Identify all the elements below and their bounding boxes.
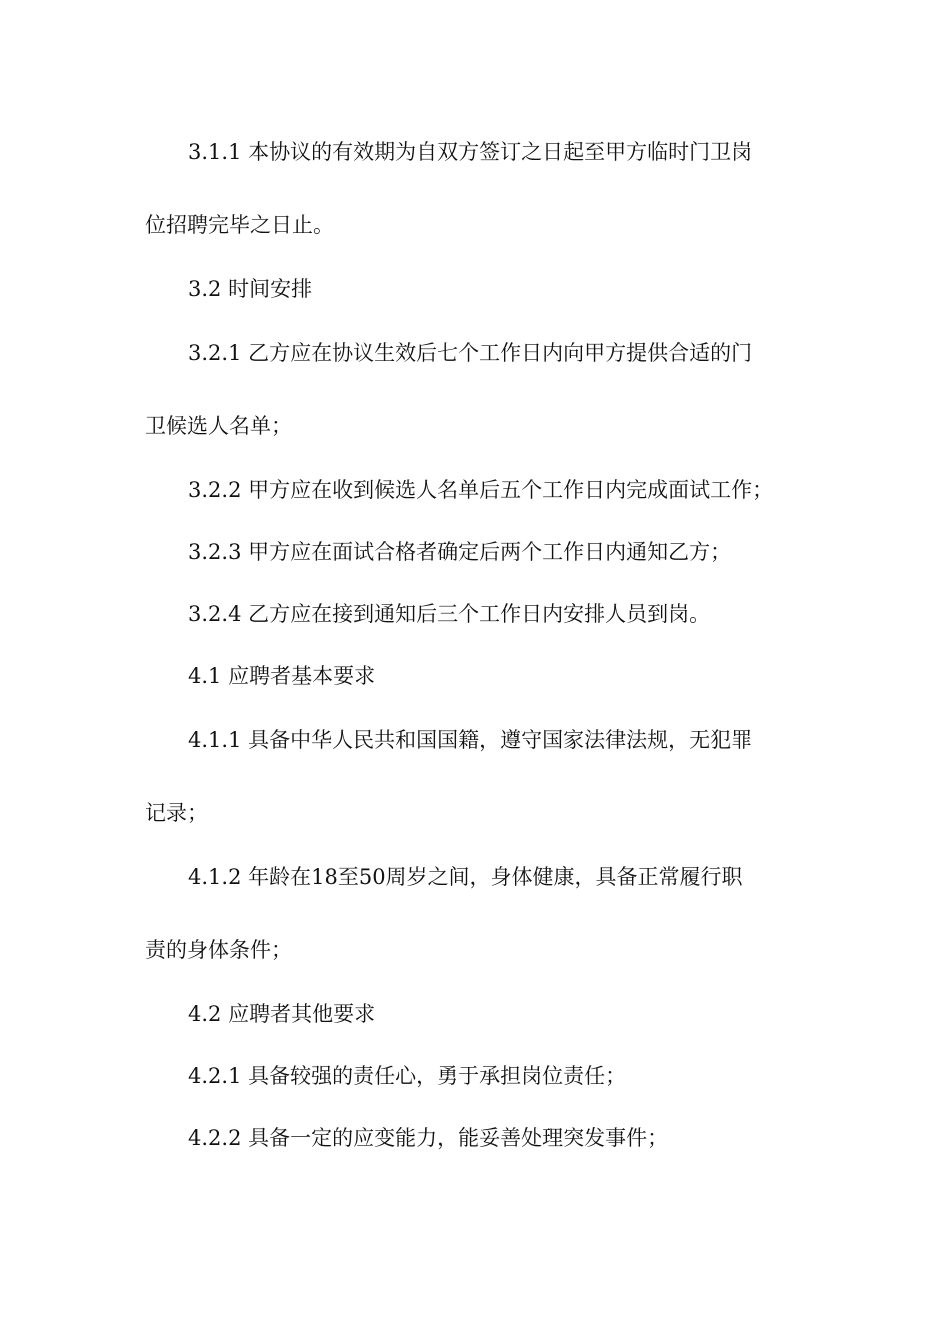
- clause-4-1-2-line-1: 4.1.2 年龄在18至50周岁之间，身体健康，具备正常履行职: [188, 865, 743, 889]
- section-4-1-heading: 4.1 应聘者基本要求: [188, 664, 376, 688]
- clause-3-2-3: 3.2.3 甲方应在面试合格者确定后两个工作日内通知乙方；: [188, 540, 732, 564]
- clause-4-1-1-line-2: 记录；: [145, 801, 208, 825]
- clause-4-2-2: 4.2.2 具备一定的应变能力，能妥善处理突发事件；: [188, 1126, 669, 1150]
- section-3-2-heading: 3.2 时间安排: [188, 277, 313, 301]
- clause-3-2-4: 3.2.4 乙方应在接到通知后三个工作日内安排人员到岗。: [188, 602, 711, 626]
- clause-4-1-1-line-1: 4.1.1 具备中华人民共和国国籍，遵守国家法律法规，无犯罪: [188, 728, 753, 752]
- clause-3-2-1-line-1: 3.2.1 乙方应在协议生效后七个工作日内向甲方提供合适的门: [188, 341, 753, 365]
- clause-3-2-2: 3.2.2 甲方应在收到候选人名单后五个工作日内完成面试工作；: [188, 478, 774, 502]
- clause-4-1-2-line-2: 责的身体条件；: [145, 938, 292, 962]
- section-4-2-heading: 4.2 应聘者其他要求: [188, 1002, 376, 1026]
- clause-4-2-1: 4.2.1 具备较强的责任心，勇于承担岗位责任；: [188, 1064, 627, 1088]
- clause-3-2-1-line-2: 卫候选人名单；: [145, 414, 292, 438]
- clause-3-1-1-line-1: 3.1.1 本协议的有效期为自双方签订之日起至甲方临时门卫岗: [188, 140, 753, 164]
- clause-3-1-1-line-2: 位招聘完毕之日止。: [145, 213, 334, 237]
